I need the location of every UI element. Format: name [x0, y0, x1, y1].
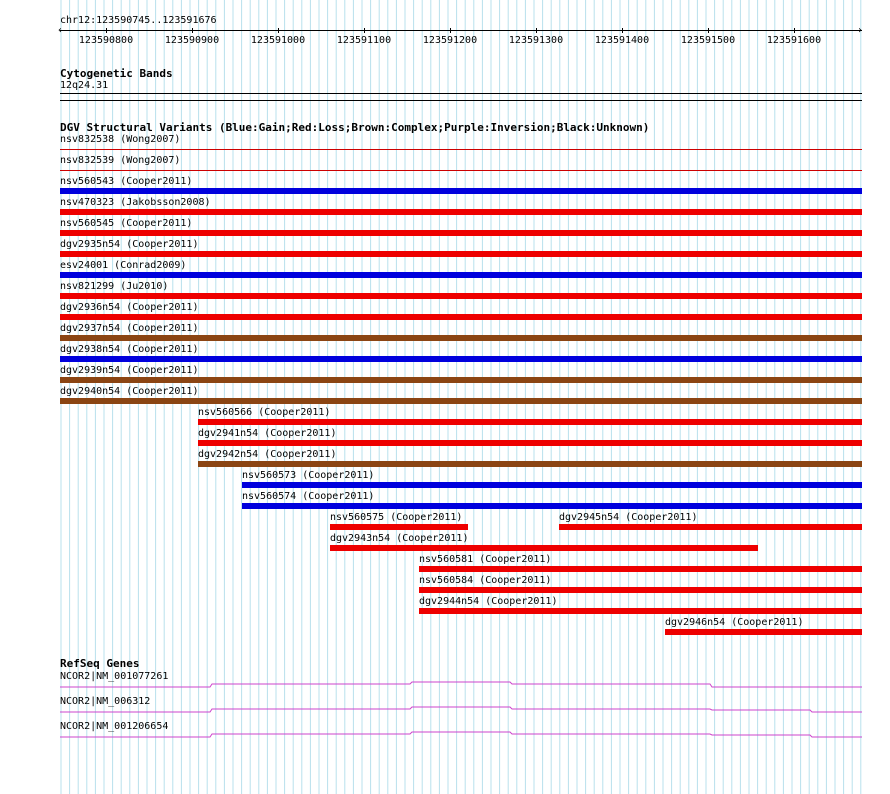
ruler-tick-label: 123591600 — [766, 35, 822, 46]
gene-label-nm-001077261[interactable]: NCOR2|NM_001077261 — [60, 671, 169, 682]
variant-label-dgv2946n54[interactable]: dgv2946n54 (Cooper2011) — [665, 617, 804, 628]
ruler-tick-label: 123591300 — [508, 35, 564, 46]
ruler-tick-label: 123591200 — [422, 35, 478, 46]
cytoband-label: 12q24.31 — [60, 80, 109, 91]
gene-model-nm-006312[interactable] — [60, 707, 862, 712]
dgv-track-title[interactable]: DGV Structural Variants (Blue:Gain;Red:Loss;Brown:Complex;Purple:Inversion;Black:Unknown) — [60, 121, 650, 134]
variant-label-nsv560574[interactable]: nsv560574 (Cooper2011) — [242, 491, 375, 502]
variant-label-dgv2939n54[interactable]: dgv2939n54 (Cooper2011) — [60, 365, 199, 376]
variant-label-dgv2936n54[interactable]: dgv2936n54 (Cooper2011) — [60, 302, 199, 313]
gene-model-nm-001206654[interactable] — [60, 732, 862, 737]
ruler-left-arrow: ‹ — [57, 25, 64, 36]
variant-label-nsv560566[interactable]: nsv560566 (Cooper2011) — [198, 407, 331, 418]
variant-label-nsv470323[interactable]: nsv470323 (Jakobsson2008) — [60, 197, 211, 208]
variant-label-dgv2940n54[interactable]: dgv2940n54 (Cooper2011) — [60, 386, 199, 397]
variant-label-nsv832538[interactable]: nsv832538 (Wong2007) — [60, 134, 181, 145]
variant-label-nsv560543[interactable]: nsv560543 (Cooper2011) — [60, 176, 193, 187]
ruler-tick-label: 123590800 — [78, 35, 134, 46]
variant-label-dgv2944n54[interactable]: dgv2944n54 (Cooper2011) — [419, 596, 558, 607]
variant-label-nsv560581[interactable]: nsv560581 (Cooper2011) — [419, 554, 552, 565]
location-label: chr12:123590745..123591676 — [60, 15, 217, 26]
ruler-tick-label: 123591100 — [336, 35, 392, 46]
variant-label-nsv560573[interactable]: nsv560573 (Cooper2011) — [242, 470, 375, 481]
variant-label-dgv2941n54[interactable]: dgv2941n54 (Cooper2011) — [198, 428, 337, 439]
cytoband-track-title[interactable]: Cytogenetic Bands — [60, 67, 173, 80]
gene-model-nm-001077261[interactable] — [60, 682, 862, 687]
ruler-tick-label: 123591500 — [680, 35, 736, 46]
variant-label-nsv832539[interactable]: nsv832539 (Wong2007) — [60, 155, 181, 166]
variant-label-dgv2935n54[interactable]: dgv2935n54 (Cooper2011) — [60, 239, 199, 250]
variant-label-dgv2938n54[interactable]: dgv2938n54 (Cooper2011) — [60, 344, 199, 355]
variant-label-dgv2942n54[interactable]: dgv2942n54 (Cooper2011) — [198, 449, 337, 460]
variant-label-dgv2943n54[interactable]: dgv2943n54 (Cooper2011) — [330, 533, 469, 544]
variant-label-nsv560584[interactable]: nsv560584 (Cooper2011) — [419, 575, 552, 586]
gene-label-nm-006312[interactable]: NCOR2|NM_006312 — [60, 696, 151, 707]
variant-label-dgv2945n54[interactable]: dgv2945n54 (Cooper2011) — [559, 512, 698, 523]
variant-label-nsv560545[interactable]: nsv560545 (Cooper2011) — [60, 218, 193, 229]
variant-label-nsv560575[interactable]: nsv560575 (Cooper2011) — [330, 512, 463, 523]
variant-label-esv24001[interactable]: esv24001 (Conrad2009) — [60, 260, 187, 271]
variant-label-nsv821299[interactable]: nsv821299 (Ju2010) — [60, 281, 169, 292]
ruler-tick-label: 123591400 — [594, 35, 650, 46]
ruler-tick-label: 123591000 — [250, 35, 306, 46]
ruler-tick-label: 123590900 — [164, 35, 220, 46]
ruler-right-arrow: › — [857, 25, 864, 36]
refseq-track-title[interactable]: RefSeq Genes — [60, 657, 140, 670]
gene-label-nm-001206654[interactable]: NCOR2|NM_001206654 — [60, 721, 169, 732]
variant-label-dgv2937n54[interactable]: dgv2937n54 (Cooper2011) — [60, 323, 199, 334]
